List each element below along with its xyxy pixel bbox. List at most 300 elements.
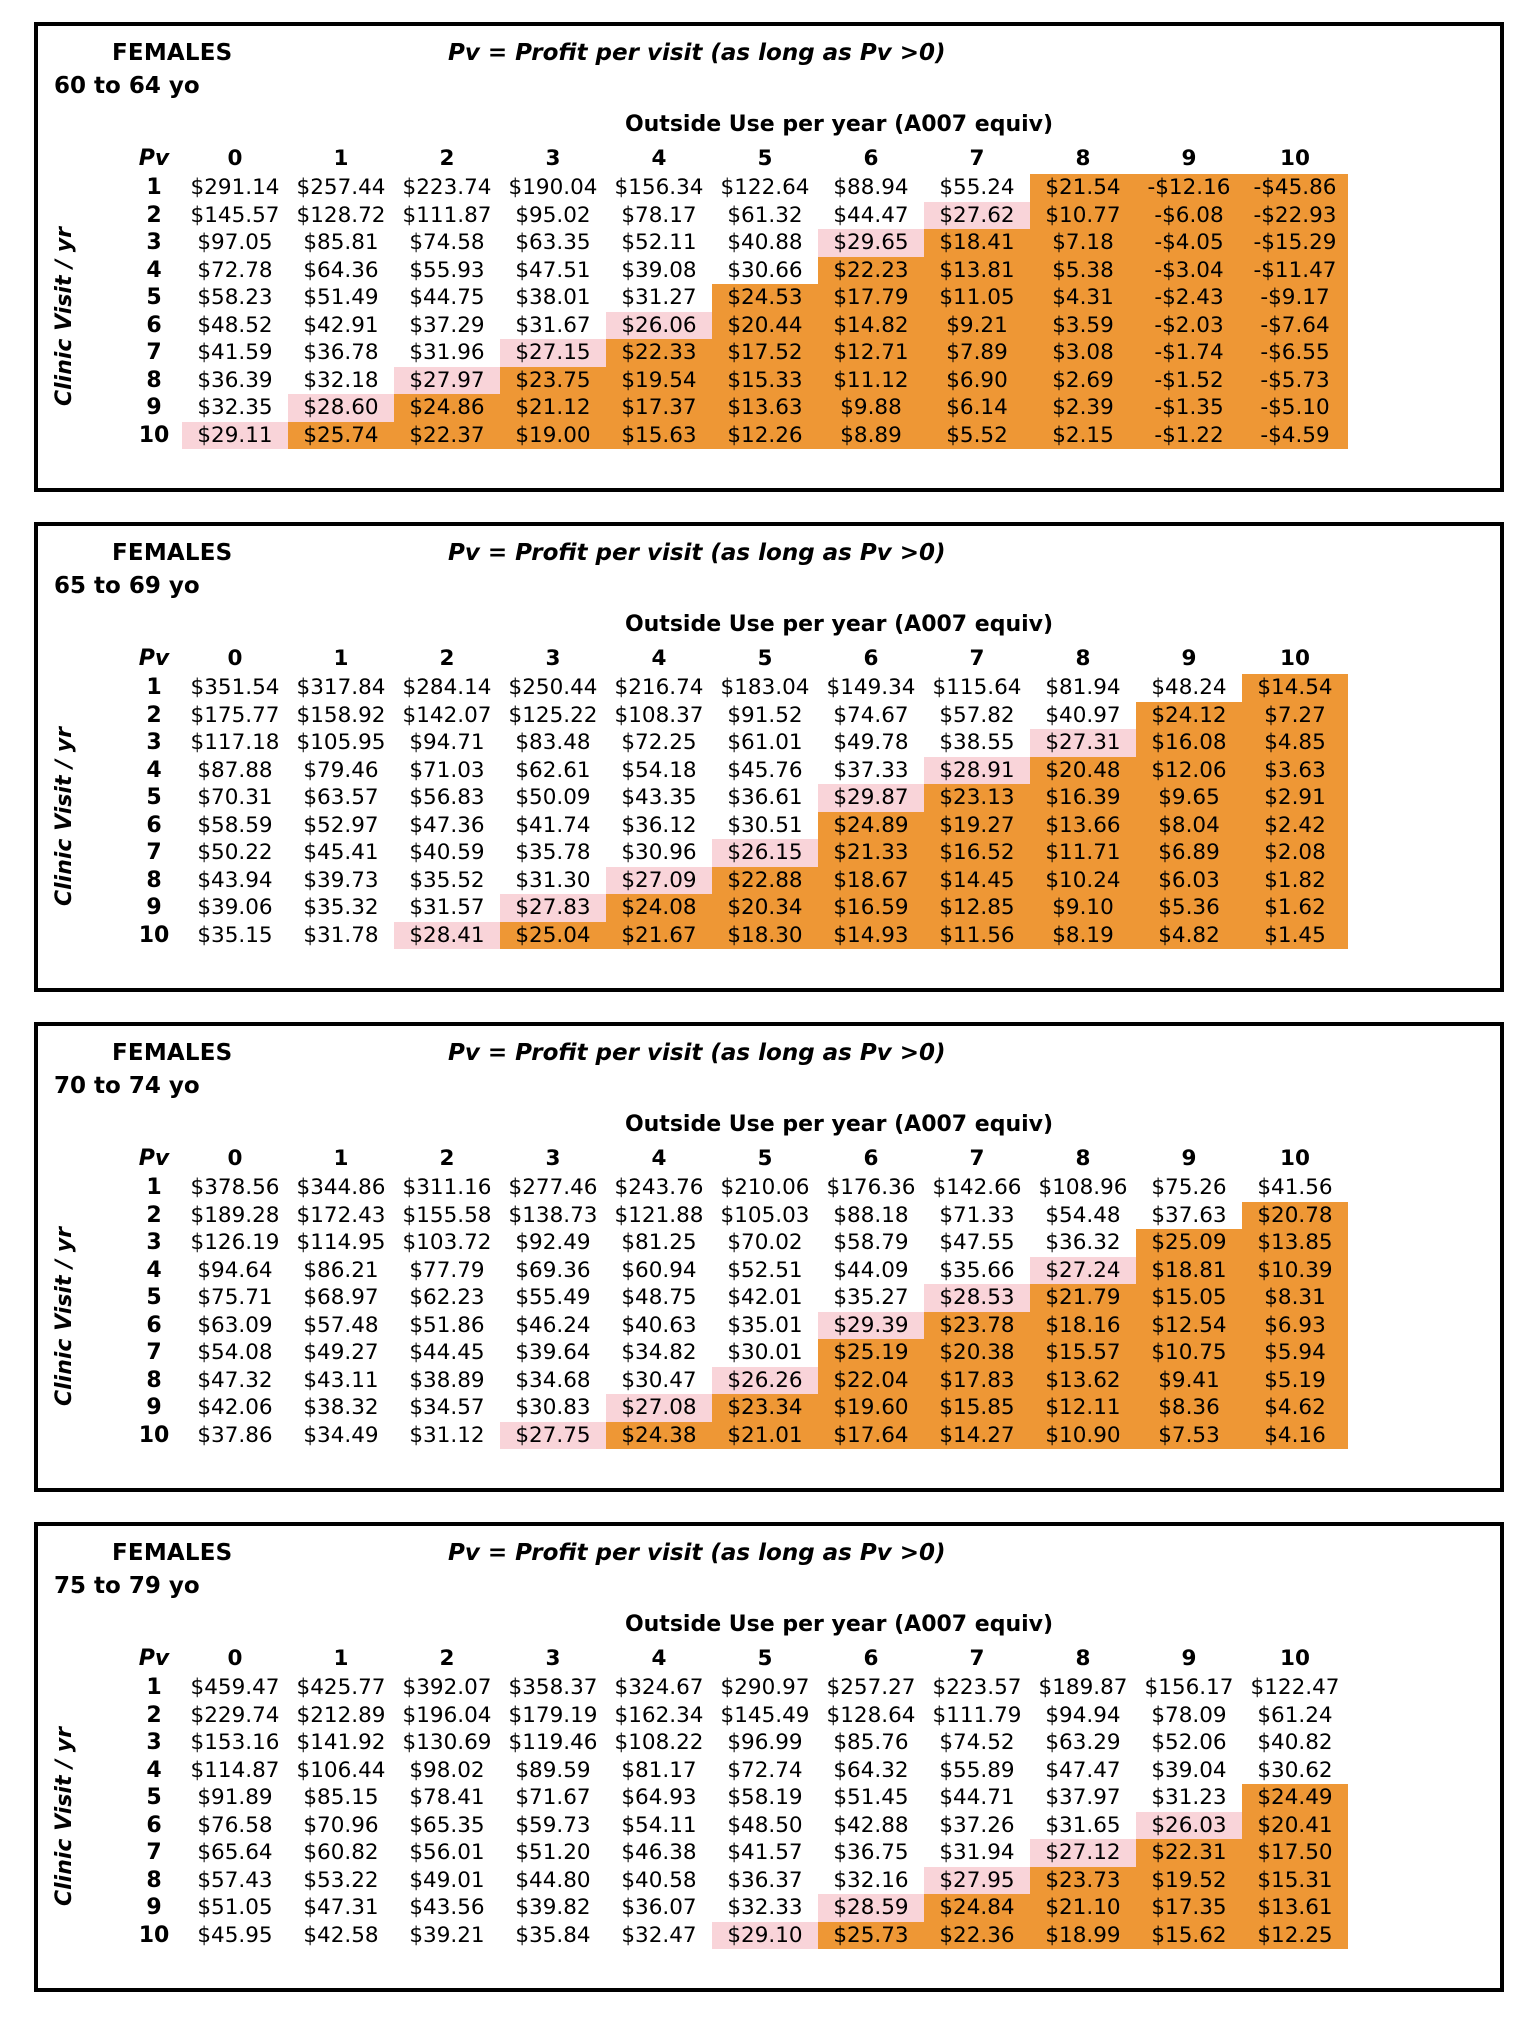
profit-cell: $50.22	[197, 840, 273, 865]
column-header: 8	[1075, 146, 1091, 171]
profit-cell: $16.59	[818, 894, 924, 922]
table-row	[126, 229, 1348, 257]
profit-cell: $41.57	[727, 1840, 803, 1865]
profit-cell: $62.23	[409, 1285, 485, 1310]
profit-cell: $31.27	[621, 285, 697, 310]
row-header: 2	[146, 1702, 162, 1728]
profit-cell: $24.38	[606, 1422, 712, 1450]
profit-cell: $19.60	[818, 1394, 924, 1422]
profit-cell: $47.51	[515, 257, 591, 283]
profit-cell: $3.59	[1030, 312, 1136, 340]
profit-cell: $122.64	[720, 175, 810, 200]
row-header: 3	[146, 730, 162, 755]
profit-cell: $103.72	[402, 1230, 492, 1255]
panel-list	[0, 22, 1538, 1992]
profit-cell: $142.66	[932, 1175, 1022, 1200]
column-header: 1	[333, 1146, 349, 1171]
profit-cell: $43.56	[409, 1895, 485, 1920]
profit-cell: $20.78	[1242, 1202, 1348, 1230]
profit-cell: $6.03	[1136, 867, 1242, 895]
profit-cell: $17.37	[606, 394, 712, 422]
profit-cell: $1.82	[1242, 867, 1348, 895]
profit-cell: $29.87	[818, 784, 924, 812]
profit-cell: -$9.17	[1242, 284, 1348, 312]
profit-cell: $36.32	[1045, 1230, 1121, 1255]
profit-cell: $128.64	[826, 1702, 916, 1728]
profit-cell: $19.27	[924, 812, 1030, 840]
profit-cell: -$7.64	[1242, 312, 1348, 340]
profit-cell: $58.79	[833, 1230, 909, 1255]
profit-cell: $51.49	[303, 285, 379, 310]
profit-cell: $26.03	[1136, 1812, 1242, 1840]
profit-cell: $13.63	[712, 394, 818, 422]
profit-cell: $216.74	[614, 675, 704, 700]
profit-cell: $40.58	[621, 1867, 697, 1893]
profit-cell: $48.52	[197, 312, 273, 338]
profit-cell: $38.55	[939, 730, 1015, 755]
profit-cell: $63.09	[197, 1312, 273, 1338]
row-axis-label	[44, 1176, 84, 1456]
column-header: 2	[439, 1646, 455, 1671]
cohort-label: FEMALES	[112, 40, 233, 66]
table-row	[126, 1922, 1348, 1950]
table-row	[126, 1702, 1348, 1730]
profit-cell: $9.21	[924, 312, 1030, 340]
profit-cell: $40.59	[409, 840, 485, 865]
profit-cell: -$1.74	[1136, 339, 1242, 367]
table-row	[126, 922, 1348, 950]
profit-cell: $122.47	[1250, 1675, 1340, 1700]
column-header: 9	[1181, 146, 1197, 171]
profit-cell: $39.64	[515, 1340, 591, 1365]
profit-cell: $48.50	[727, 1812, 803, 1838]
profit-cell: $27.24	[1030, 1257, 1136, 1285]
table-header-row	[126, 144, 1348, 174]
table-row	[126, 422, 1348, 450]
profit-cell: $121.88	[614, 1202, 704, 1228]
profit-cell: $41.56	[1257, 1175, 1333, 1200]
profit-cell: $74.52	[939, 1730, 1015, 1755]
profit-cell: $10.39	[1242, 1257, 1348, 1285]
profit-cell: -$2.03	[1136, 312, 1242, 340]
column-header: 5	[757, 1646, 773, 1671]
profit-cell: $52.97	[303, 812, 379, 838]
profit-cell: $21.12	[500, 394, 606, 422]
profit-cell: $19.54	[606, 367, 712, 395]
profit-cell: $56.01	[409, 1840, 485, 1865]
profit-cell: $85.81	[303, 230, 379, 255]
profit-cell: $26.26	[712, 1367, 818, 1395]
profit-cell: $47.36	[409, 812, 485, 838]
profit-cell: $97.05	[197, 230, 273, 255]
profit-cell: $42.88	[833, 1812, 909, 1838]
table-row	[126, 812, 1348, 840]
profit-cell: $47.32	[197, 1367, 273, 1393]
profit-cell: $30.66	[727, 257, 803, 283]
profit-cell: $36.37	[727, 1867, 803, 1893]
profit-cell: $16.52	[924, 839, 1030, 867]
profit-cell: $324.67	[614, 1675, 704, 1700]
profit-cell: $21.01	[712, 1422, 818, 1450]
profit-cell: $19.52	[1136, 1867, 1242, 1895]
profit-cell: $86.21	[303, 1257, 379, 1283]
profit-cell: $2.08	[1242, 839, 1348, 867]
profit-cell: $44.09	[833, 1257, 909, 1283]
row-axis-label-text: Clinic Visit / yr	[51, 1226, 77, 1406]
profit-cell: $16.08	[1136, 729, 1242, 757]
profit-cell: $32.16	[833, 1867, 909, 1893]
profit-cell: $30.62	[1257, 1757, 1333, 1783]
profit-cell: $64.32	[833, 1757, 909, 1783]
column-header: 0	[227, 646, 243, 671]
column-header: 9	[1181, 1146, 1197, 1171]
profit-cell: $17.52	[712, 339, 818, 367]
profit-cell: $71.33	[939, 1202, 1015, 1228]
profit-cell: $47.47	[1045, 1757, 1121, 1783]
column-header: 2	[439, 646, 455, 671]
table-row	[126, 702, 1348, 730]
profit-cell: $36.78	[303, 340, 379, 365]
profit-cell: $47.31	[303, 1895, 379, 1920]
profit-cell: $94.94	[1045, 1702, 1121, 1728]
profit-cell: $72.74	[727, 1757, 803, 1783]
profit-cell: -$5.73	[1242, 367, 1348, 395]
profit-cell: $155.58	[402, 1202, 492, 1228]
profit-cell: $105.03	[720, 1202, 810, 1228]
profit-cell: $4.82	[1136, 922, 1242, 950]
profit-cell: -$5.10	[1242, 394, 1348, 422]
profit-cell: $35.84	[515, 1922, 591, 1948]
profit-cell: $30.83	[515, 1395, 591, 1420]
profit-cell: $212.89	[296, 1702, 386, 1728]
profit-cell: $7.27	[1242, 702, 1348, 730]
profit-cell: $6.89	[1136, 839, 1242, 867]
column-header: 7	[969, 646, 985, 671]
table-row	[126, 1757, 1348, 1785]
profit-cell: $179.19	[508, 1702, 598, 1728]
profit-cell: $8.31	[1242, 1284, 1348, 1312]
profit-cell: $190.04	[508, 175, 598, 200]
profit-cell: $34.68	[515, 1367, 591, 1393]
table-row	[126, 839, 1348, 867]
profit-cell: $4.16	[1242, 1422, 1348, 1450]
profit-cell: $9.41	[1136, 1367, 1242, 1395]
profit-cell: $41.74	[515, 812, 591, 838]
profit-cell: $22.33	[606, 339, 712, 367]
corner-header: Pv	[138, 646, 170, 671]
profit-cell: $51.05	[197, 1895, 273, 1920]
profit-cell: $17.64	[818, 1422, 924, 1450]
profit-cell: $39.06	[197, 895, 273, 920]
table-row	[126, 1367, 1348, 1395]
profit-cell: $23.73	[1030, 1867, 1136, 1895]
row-header: 4	[146, 1757, 162, 1783]
profit-cell: $27.31	[1030, 729, 1136, 757]
profit-cell: $35.01	[727, 1312, 803, 1338]
profit-cell: $34.49	[303, 1422, 379, 1448]
profit-cell: $36.39	[197, 367, 273, 393]
profit-cell: $60.82	[303, 1840, 379, 1865]
profit-cell: -$1.22	[1136, 422, 1242, 450]
profit-cell: $22.37	[394, 422, 500, 450]
profit-cell: $18.67	[818, 867, 924, 895]
age-range-label: 75 to 79 yo	[54, 1573, 200, 1599]
profit-cell: $59.73	[515, 1812, 591, 1838]
profit-cell: $3.63	[1242, 757, 1348, 785]
profit-cell: $5.38	[1030, 257, 1136, 285]
profit-cell: $27.15	[500, 339, 606, 367]
profit-cell: $55.93	[409, 257, 485, 283]
profit-cell: $48.24	[1151, 675, 1227, 700]
profit-cell: $34.57	[409, 1395, 485, 1420]
profit-cell: $459.47	[190, 1675, 280, 1700]
profit-cell: $95.02	[515, 202, 591, 228]
profit-cell: $5.36	[1136, 894, 1242, 922]
profit-cell: $250.44	[508, 675, 598, 700]
column-header: 3	[545, 146, 561, 171]
row-header: 3	[146, 230, 162, 255]
row-header: 5	[146, 785, 162, 810]
profit-cell: $44.45	[409, 1340, 485, 1365]
profit-cell: $27.62	[924, 202, 1030, 230]
profit-cell: $22.88	[712, 867, 818, 895]
profit-cell: $189.87	[1038, 1675, 1128, 1700]
table-header-row	[126, 644, 1348, 674]
profit-cell: $81.94	[1045, 675, 1121, 700]
profit-cell: $25.09	[1136, 1229, 1242, 1257]
profit-cell: $24.12	[1136, 702, 1242, 730]
profit-cell: $378.56	[190, 1175, 280, 1200]
profit-cell: $58.23	[197, 285, 273, 310]
column-header: 3	[545, 646, 561, 671]
profit-cell: $25.19	[818, 1339, 924, 1367]
profit-cell: -$4.05	[1136, 229, 1242, 257]
profit-cell: $43.94	[197, 867, 273, 893]
profit-cell: $156.34	[614, 175, 704, 200]
table-row	[126, 312, 1348, 340]
profit-cell: $2.39	[1030, 394, 1136, 422]
profit-cell: $25.04	[500, 922, 606, 950]
age-range-label: 65 to 69 yo	[54, 573, 200, 599]
profit-cell: $38.89	[409, 1367, 485, 1393]
profit-cell: $176.36	[826, 1175, 916, 1200]
profit-cell: $30.47	[621, 1367, 697, 1393]
profit-cell: $35.27	[833, 1285, 909, 1310]
profit-matrix-table	[126, 644, 1348, 949]
row-header: 9	[146, 1895, 162, 1920]
profit-cell: $57.48	[303, 1312, 379, 1338]
table-row	[126, 1284, 1348, 1312]
profit-cell: $13.62	[1030, 1367, 1136, 1395]
row-header: 1	[146, 675, 162, 700]
profit-cell: $5.94	[1242, 1339, 1348, 1367]
profit-cell: $63.35	[515, 230, 591, 255]
profit-cell: $27.09	[606, 867, 712, 895]
table-row	[126, 1674, 1348, 1702]
row-axis-label-text: Clinic Visit / yr	[51, 226, 77, 406]
profit-cell: $38.01	[515, 285, 591, 310]
column-header: 7	[969, 146, 985, 171]
column-header: 6	[863, 646, 879, 671]
profit-cell: $162.34	[614, 1702, 704, 1728]
corner-header: Pv	[138, 1646, 170, 1671]
profit-cell: $63.57	[303, 785, 379, 810]
profit-cell: $15.31	[1242, 1867, 1348, 1895]
profit-cell: $126.19	[190, 1230, 280, 1255]
row-header: 2	[146, 202, 162, 228]
table-row	[126, 284, 1348, 312]
profit-cell: $23.13	[924, 784, 1030, 812]
column-header: 0	[227, 1146, 243, 1171]
table-row	[126, 1812, 1348, 1840]
profit-cell: $52.51	[727, 1257, 803, 1283]
profit-cell: $17.83	[924, 1367, 1030, 1395]
profit-cell: $29.10	[712, 1922, 818, 1950]
profit-cell: $29.11	[182, 422, 288, 450]
profit-cell: $31.23	[1151, 1785, 1227, 1810]
table-row	[126, 757, 1348, 785]
profit-cell: $20.38	[924, 1339, 1030, 1367]
profit-cell: $119.46	[508, 1730, 598, 1755]
profit-cell: $26.06	[606, 312, 712, 340]
profit-cell: $18.16	[1030, 1312, 1136, 1340]
profit-cell: $64.93	[621, 1785, 697, 1810]
profit-cell: $141.92	[296, 1730, 386, 1755]
profit-cell: $108.22	[614, 1730, 704, 1755]
profit-cell: $14.82	[818, 312, 924, 340]
column-header: 4	[651, 146, 667, 171]
age-cohort-panel	[34, 1022, 1504, 1492]
profit-cell: $37.86	[197, 1422, 273, 1448]
cohort-label: FEMALES	[112, 1540, 233, 1566]
profit-cell: $15.33	[712, 367, 818, 395]
profit-cell: $49.78	[833, 730, 909, 755]
profit-cell: $41.59	[197, 340, 273, 365]
column-header: 10	[1280, 146, 1310, 171]
profit-cell: $22.31	[1136, 1839, 1242, 1867]
row-header: 3	[146, 1730, 162, 1755]
panel-header	[38, 1526, 1500, 1644]
profit-cell: $5.52	[924, 422, 1030, 450]
profit-cell: $40.82	[1257, 1730, 1333, 1755]
profit-cell: $81.17	[621, 1757, 697, 1783]
profit-cell: $42.06	[197, 1395, 273, 1420]
profit-cell: $114.87	[190, 1757, 280, 1783]
profit-cell: $358.37	[508, 1675, 598, 1700]
column-header: 10	[1280, 646, 1310, 671]
profit-cell: $72.25	[621, 730, 697, 755]
profit-cell: $78.41	[409, 1785, 485, 1810]
profit-cell: $156.17	[1144, 1675, 1234, 1700]
profit-matrix-table	[126, 1144, 1348, 1449]
profit-cell: $29.39	[818, 1312, 924, 1340]
profit-cell: $12.11	[1030, 1394, 1136, 1422]
profit-cell: $28.41	[394, 922, 500, 950]
profit-cell: $94.71	[409, 730, 485, 755]
profit-cell: $44.47	[833, 202, 909, 228]
profit-cell: $15.57	[1030, 1339, 1136, 1367]
row-axis-label	[44, 176, 84, 456]
profit-cell: $130.69	[402, 1730, 492, 1755]
profit-cell: $11.56	[924, 922, 1030, 950]
age-cohort-panel	[34, 22, 1504, 492]
profit-cell: $39.73	[303, 867, 379, 893]
column-axis-label: Outside Use per year (A007 equiv)	[624, 1612, 1054, 1637]
profit-cell: $36.07	[621, 1895, 697, 1920]
profit-cell: $14.45	[924, 867, 1030, 895]
profit-cell: $18.81	[1136, 1257, 1242, 1285]
profit-cell: $34.82	[621, 1340, 697, 1365]
table-row	[126, 1867, 1348, 1895]
profit-cell: $30.01	[727, 1340, 803, 1365]
profit-cell: $55.89	[939, 1757, 1015, 1783]
profit-cell: $83.48	[515, 730, 591, 755]
profit-cell: $75.26	[1151, 1175, 1227, 1200]
profit-cell: $89.59	[515, 1757, 591, 1783]
profit-cell: $43.11	[303, 1367, 379, 1393]
table-header-row	[126, 1644, 1348, 1674]
profit-cell: $21.67	[606, 922, 712, 950]
profit-cell: $52.06	[1151, 1730, 1227, 1755]
row-header: 5	[146, 1285, 162, 1310]
profit-cell: $27.97	[394, 367, 500, 395]
profit-cell: $74.67	[833, 702, 909, 728]
row-axis-label	[44, 676, 84, 956]
profit-cell: $22.36	[924, 1922, 1030, 1950]
row-header: 7	[146, 1840, 162, 1865]
profit-cell: $35.52	[409, 867, 485, 893]
profit-cell: $45.95	[197, 1922, 273, 1948]
profit-cell: $145.49	[720, 1702, 810, 1728]
table-row	[126, 339, 1348, 367]
profit-cell: $23.34	[712, 1394, 818, 1422]
row-header: 10	[138, 1422, 170, 1448]
profit-cell: $78.17	[621, 202, 697, 228]
profit-cell: -$3.04	[1136, 257, 1242, 285]
profit-cell: $21.10	[1030, 1894, 1136, 1922]
profit-cell: $71.67	[515, 1785, 591, 1810]
profit-cell: $40.97	[1045, 702, 1121, 728]
profit-cell: $23.75	[500, 367, 606, 395]
row-header: 10	[138, 422, 170, 448]
profit-per-visit-document	[0, 22, 1538, 1992]
profit-cell: $24.89	[818, 812, 924, 840]
row-axis-label	[44, 1676, 84, 1956]
profit-cell: $37.33	[833, 757, 909, 783]
profit-cell: $48.75	[621, 1285, 697, 1310]
profit-cell: -$6.08	[1136, 202, 1242, 230]
profit-cell: $31.67	[515, 312, 591, 338]
profit-cell: $145.57	[190, 202, 280, 228]
table-row	[126, 1729, 1348, 1757]
profit-cell: $24.84	[924, 1894, 1030, 1922]
profit-cell: $11.12	[818, 367, 924, 395]
profit-cell: $3.08	[1030, 339, 1136, 367]
profit-cell: $20.34	[712, 894, 818, 922]
profit-cell: $27.08	[606, 1394, 712, 1422]
table-row	[126, 1894, 1348, 1922]
profit-cell: $9.65	[1136, 784, 1242, 812]
profit-cell: $77.79	[409, 1257, 485, 1283]
profit-cell: $11.71	[1030, 839, 1136, 867]
profit-cell: $25.73	[818, 1922, 924, 1950]
profit-cell: $51.86	[409, 1312, 485, 1338]
column-header: 2	[439, 1146, 455, 1171]
profit-cell: $32.47	[621, 1922, 697, 1948]
column-header: 6	[863, 1646, 879, 1671]
profit-cell: $9.88	[818, 394, 924, 422]
profit-cell: $44.71	[939, 1785, 1015, 1810]
